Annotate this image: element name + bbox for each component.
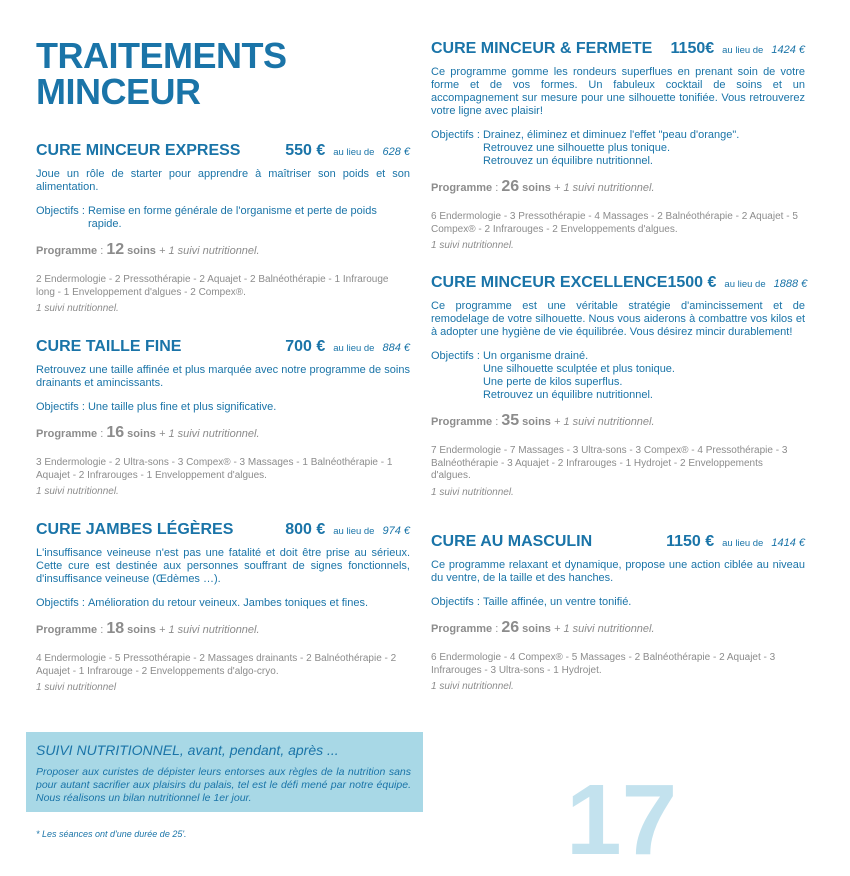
programme-count: 35	[501, 412, 520, 429]
cure-suivi: 1 suivi nutritionnel.	[431, 240, 514, 251]
cure-objectif-line: Un organisme drainé.	[482, 350, 589, 362]
cure-programme	[36, 620, 410, 638]
cure-name: CURE MINCEUR EXCELLENCE	[431, 274, 668, 291]
cure-objectifs-label: Objectifs :	[431, 129, 483, 141]
cure-suivi: 1 suivi nutritionnel	[36, 682, 117, 693]
cure-au-lieu-de: au lieu de	[722, 45, 764, 56]
programme-label: Programme	[431, 623, 493, 635]
cure-price: 800 €	[285, 521, 326, 538]
cure-header	[36, 338, 410, 356]
cure-block	[36, 521, 410, 693]
cure-objectif-line: Drainez, éliminez et diminuez l'effet "peau d'orange".	[482, 129, 740, 141]
cure-detail: 4 Endermologie - 5 Pressothérapie - 2 Massages drainants - 2 Balnéothérapie - 2 Aquajet - 1 Infrarouge - 2 Enveloppements d'algo-cryo.	[36, 653, 397, 677]
cure-name: CURE TAILLE FINE	[36, 338, 182, 355]
cure-description: Joue un rôle de starter pour apprendre à maîtriser son poids et son alimentation.	[36, 168, 410, 193]
cure-detail: 2 Endermologie - 2 Pressothérapie - 2 Aquajet - 2 Balnéothérapie - 1 Infrarouge long - 1 Enveloppement d'algues - 2 Compex®.	[36, 274, 389, 298]
cure-programme	[36, 424, 410, 442]
programme-extra: + 1 suivi nutritionnel.	[155, 428, 260, 440]
cure-programme	[431, 619, 805, 637]
cure-name: CURE AU MASCULIN	[431, 533, 593, 550]
programme-separator: :	[492, 416, 502, 428]
cure-suivi: 1 suivi nutritionnel.	[431, 486, 514, 498]
cure-objectifs-label: Objectifs :	[36, 205, 88, 217]
suivi-nutritionnel-box	[26, 732, 423, 812]
cure-header	[36, 521, 410, 539]
programme-extra: + 1 suivi nutritionnel.	[550, 416, 655, 428]
cure-old-price: 974 €	[382, 525, 410, 537]
programme-label: Programme	[431, 416, 493, 428]
cure-objectifs	[36, 597, 410, 610]
programme-separator: :	[97, 624, 107, 636]
cure-name: CURE MINCEUR & FERMETE	[431, 40, 653, 57]
page-title	[36, 35, 287, 112]
programme-soins: soins	[127, 245, 156, 257]
cure-old-price: 1888 €	[773, 278, 808, 290]
cure-header	[36, 142, 410, 160]
cure-description: Ce programme est une véritable stratégie d'amincissement et de remodelage de votre silhouette. Nous vous aiderons à combattre vos kilos et à adopter une hygiène de vie équilibrée. Vous désirez mincir durablement!	[431, 300, 805, 338]
programme-count: 18	[106, 620, 125, 637]
page-title-line2: MINCEUR	[36, 71, 201, 112]
cure-header	[431, 533, 805, 551]
cure-old-price: 1424 €	[771, 44, 805, 56]
cure-detail: 6 Endermologie - 3 Pressothérapie - 4 Massages - 2 Balnéothérapie - 2 Aquajet - 5 Compex® - 2 Infrarouges - 2 Enveloppements d'algues.	[431, 211, 798, 235]
cure-objectifs	[431, 350, 805, 402]
cure-price: 1500 €	[667, 274, 717, 291]
cure-name: CURE JAMBES LÉGÈRES	[36, 521, 234, 538]
cure-au-lieu-de: au lieu de	[722, 538, 764, 549]
cure-objectifs-label: Objectifs :	[431, 350, 483, 362]
cure-objectif-line: Retrouvez une silhouette plus tonique.	[482, 142, 671, 154]
programme-separator: :	[492, 182, 502, 194]
cure-programme	[431, 178, 805, 196]
cure-block	[36, 338, 410, 497]
cure-programme	[36, 241, 410, 259]
page-title-line1: TRAITEMENTS	[36, 35, 287, 76]
cure-objectifs	[431, 596, 805, 609]
cure-objectif-line: Retrouvez un équilibre nutritionnel.	[482, 389, 653, 401]
cure-programme	[431, 412, 805, 430]
cure-objectifs-label: Objectifs :	[431, 596, 483, 608]
cure-suivi: 1 suivi nutritionnel.	[36, 486, 119, 497]
programme-count: 12	[106, 241, 125, 258]
cure-au-lieu-de: au lieu de	[333, 147, 375, 158]
cure-description: Retrouvez une taille affinée et plus marquée avec notre programme de soins drainants et amincissants.	[36, 364, 410, 389]
suivi-text: Proposer aux curistes de dépister leurs entorses aux règles de la nutrition sans pour autant sacrifier aux plaisirs du palais, tel est le défi mené par notre équipe. Nous réalisons un bilan nutritionnel le 1er jour.	[36, 766, 411, 804]
programme-soins: soins	[522, 416, 551, 428]
cure-name: CURE MINCEUR EXPRESS	[36, 142, 241, 159]
cure-block	[36, 142, 410, 314]
cure-price: 700 €	[285, 338, 326, 355]
cure-suivi: 1 suivi nutritionnel.	[36, 303, 119, 314]
cure-objectif-line: Une silhouette sculptée et plus tonique.	[482, 363, 675, 375]
cure-old-price: 884 €	[382, 342, 410, 354]
programme-label: Programme	[36, 245, 98, 257]
programme-separator: :	[97, 428, 107, 440]
cure-detail: 7 Endermologie - 7 Massages - 3 Ultra-sons - 3 Compex® - 4 Pressothérapie - 3 Balnéothérapie - 3 Aquajet - 2 Infrarouges - 1 Hydrojet - 2 Enveloppements d'algues.	[431, 445, 788, 481]
cure-objectifs	[431, 129, 805, 168]
programme-separator: :	[97, 245, 107, 257]
cure-header	[431, 40, 805, 58]
cure-detail: 6 Endermologie - 4 Compex® - 5 Massages - 2 Balnéothérapie - 2 Aquajet - 3 Infrarouges - 3 Ultra-sons - 1 Hydrojet.	[431, 652, 776, 676]
cure-au-lieu-de: au lieu de	[724, 279, 766, 290]
cure-description: Ce programme relaxant et dynamique, propose une action ciblée au niveau du ventre, de la taille et des hanches.	[431, 559, 805, 584]
cure-objectif-line: Une taille plus fine et plus significative.	[87, 401, 277, 413]
cure-price: 550 €	[285, 142, 326, 159]
programme-extra: + 1 suivi nutritionnel.	[155, 245, 260, 257]
cure-objectifs-label: Objectifs :	[36, 401, 88, 413]
programme-count: 16	[106, 424, 125, 441]
cure-block	[431, 533, 805, 692]
programme-soins: soins	[127, 428, 156, 440]
cure-description: Ce programme gomme les rondeurs superflues en prenant soin de votre forme et de vos formes. Un fabuleux cocktail de soins et un accompagnement sur mesure pour une silhouette tonifiée. Vous retrouverez votre ligne avec plaisir!	[431, 66, 805, 117]
footnote: * Les séances ont d'une durée de 25'.	[36, 829, 187, 839]
programme-count: 26	[501, 619, 520, 636]
cure-price: 1150€	[670, 40, 715, 57]
cure-description: L'insuffisance veineuse n'est pas une fatalité et doit être prise au sérieux. Cette cure est destinée aux personnes souffrant de signes fonctionnels, d'insuffisance veineuse (Œdèmes …).	[36, 547, 410, 585]
cure-old-price: 628 €	[382, 146, 410, 158]
cure-objectifs-label: Objectifs :	[36, 597, 88, 609]
cure-objectifs	[36, 401, 410, 414]
cure-block	[431, 40, 805, 251]
cure-objectif-line: Remise en forme générale de l'organisme et perte de poids rapide.	[87, 205, 377, 230]
suivi-title: SUIVI NUTRITIONNEL, avant, pendant, après ...	[36, 742, 339, 758]
cure-au-lieu-de: au lieu de	[333, 343, 375, 354]
programme-extra: + 1 suivi nutritionnel.	[550, 623, 655, 635]
programme-label: Programme	[36, 624, 98, 636]
cure-block	[431, 274, 808, 498]
cure-suivi: 1 suivi nutritionnel.	[431, 681, 514, 692]
cure-detail: 3 Endermologie - 2 Ultra-sons - 3 Compex® - 3 Massages - 1 Balnéothérapie - 1 Aquajet - 2 Infrarouges - 1 Enveloppement d'algues.	[36, 457, 393, 481]
cure-objectif-line: Taille affinée, un ventre tonifié.	[482, 596, 632, 608]
page-number: 17	[566, 764, 678, 876]
programme-extra: + 1 suivi nutritionnel.	[550, 182, 655, 194]
cure-price: 1150 €	[666, 533, 715, 550]
programme-count: 26	[501, 178, 520, 195]
programme-label: Programme	[431, 182, 493, 194]
programme-soins: soins	[522, 623, 551, 635]
cure-au-lieu-de: au lieu de	[333, 526, 375, 537]
cure-objectif-line: Amélioration du retour veineux. Jambes toniques et fines.	[87, 597, 369, 609]
cure-header	[431, 274, 808, 292]
programme-extra: + 1 suivi nutritionnel.	[155, 624, 260, 636]
programme-soins: soins	[127, 624, 156, 636]
cure-old-price: 1414 €	[771, 537, 805, 549]
programme-soins: soins	[522, 182, 551, 194]
cure-objectif-line: Retrouvez un équilibre nutritionnel.	[482, 155, 653, 167]
cure-objectifs	[36, 205, 410, 231]
programme-separator: :	[492, 623, 502, 635]
programme-label: Programme	[36, 428, 98, 440]
cure-objectif-line: Une perte de kilos superflus.	[482, 376, 623, 388]
